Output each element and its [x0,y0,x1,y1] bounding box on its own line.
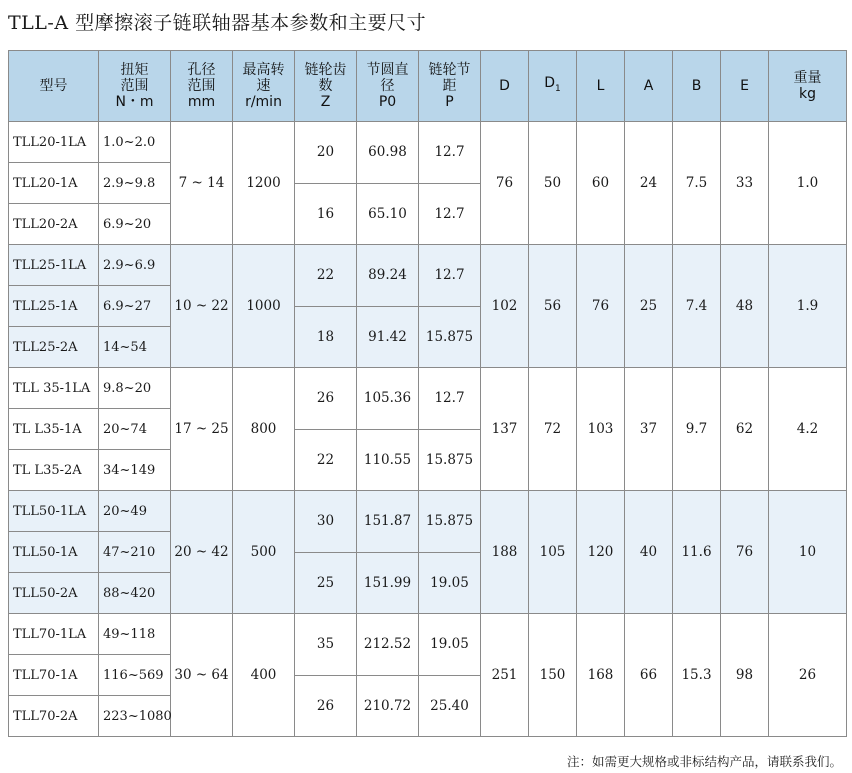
header-bore-line: 范围 [187,78,216,94]
bore-cell: 30 ~ 64 [171,614,233,737]
header-teeth-line: 链轮齿 [304,62,347,78]
bore-cell: 10 ~ 22 [171,245,233,368]
table-subrow [9,122,847,143]
torque-cell: 47~210 [99,532,171,573]
d-cell: 102 [481,245,529,368]
torque-cell: 2.9~6.9 [99,245,171,286]
pitch-diameter-cell: 65.10 [357,183,419,245]
teeth-cell: 22 [295,245,357,307]
header-l: L [577,51,625,122]
torque-cell: 34~149 [99,450,171,491]
d-cell: 137 [481,368,529,491]
b-cell: 9.7 [673,368,721,491]
header-pitch-line: 链轮节 [428,62,471,78]
speed-cell: 500 [233,491,295,614]
header-bore-unit: mm [187,94,216,110]
teeth-cell: 16 [295,183,357,245]
model-cell: TLL50-1LA [9,491,99,532]
b-cell: 7.5 [673,122,721,245]
l-cell: 60 [577,122,625,245]
l-cell: 168 [577,614,625,737]
weight-cell: 10 [769,491,847,614]
pitch-diameter-cell: 151.87 [357,491,419,553]
header-d1-subscript: 1 [555,83,561,94]
header-model-line: 型号 [39,78,68,94]
teeth-cell: 35 [295,614,357,676]
torque-cell: 9.8~20 [99,368,171,409]
torque-cell: 2.9~9.8 [99,163,171,204]
torque-cell: 6.9~20 [99,204,171,245]
speed-cell: 1200 [233,122,295,245]
header-e: E [721,51,769,122]
speed-cell: 1000 [233,245,295,368]
pitch-diameter-cell: 210.72 [357,675,419,737]
model-cell: TLL20-2A [9,204,99,245]
pitch-cell: 15.875 [419,429,481,491]
model-cell: TL L35-1A [9,409,99,450]
d1-cell: 72 [529,368,577,491]
pitch-cell: 15.875 [419,306,481,368]
header-pitch-symbol: P [445,94,454,110]
model-cell: TLL25-1LA [9,245,99,286]
header-row [9,51,847,122]
teeth-cell: 18 [295,306,357,368]
speed-cell: 800 [233,368,295,491]
spec-table [8,50,847,737]
header-pitch-diameter-line: 径 [380,78,395,94]
e-cell: 76 [721,491,769,614]
pitch-cell: 12.7 [419,245,481,307]
teeth-cell: 20 [295,122,357,184]
page-title: TLL-A 型摩擦滚子链联轴器基本参数和主要尺寸 [8,12,427,34]
teeth-cell: 22 [295,429,357,491]
model-cell: TLL70-1LA [9,614,99,655]
torque-cell: 14~54 [99,327,171,368]
header-pitch-diameter-symbol: P0 [378,94,397,110]
model-cell: TLL20-1LA [9,122,99,163]
bore-cell: 7 ~ 14 [171,122,233,245]
header-teeth [295,51,357,122]
b-cell: 11.6 [673,491,721,614]
torque-cell: 223~1080 [99,696,171,737]
header-weight-line: 重量 [793,70,822,86]
d1-cell: 50 [529,122,577,245]
header-pitch-line: 距 [442,78,457,94]
e-cell: 33 [721,122,769,245]
model-cell: TLL70-1A [9,655,99,696]
pitch-cell: 12.7 [419,183,481,245]
pitch-diameter-cell: 91.42 [357,306,419,368]
d1-cell: 105 [529,491,577,614]
a-cell: 40 [625,491,673,614]
torque-cell: 1.0~2.0 [99,122,171,163]
torque-cell: 20~49 [99,491,171,532]
header-pitch-diameter [357,51,419,122]
header-torque [99,51,171,122]
torque-cell: 49~118 [99,614,171,655]
model-cell: TL L35-2A [9,450,99,491]
pitch-diameter-cell: 89.24 [357,245,419,307]
l-cell: 103 [577,368,625,491]
d1-cell: 56 [529,245,577,368]
table-subrow [9,245,847,266]
pitch-diameter-cell: 212.52 [357,614,419,676]
l-cell: 76 [577,245,625,368]
model-cell: TLL 35-1LA [9,368,99,409]
header-weight-unit: kg [799,86,816,102]
weight-cell: 26 [769,614,847,737]
header-d1-letter: D [544,75,556,92]
weight-cell: 1.9 [769,245,847,368]
pitch-cell: 15.875 [419,491,481,553]
teeth-cell: 26 [295,368,357,430]
header-bore [171,51,233,122]
d-cell: 251 [481,614,529,737]
e-cell: 98 [721,614,769,737]
a-cell: 66 [625,614,673,737]
table-subrow [9,491,847,512]
header-d: D [481,51,529,122]
header-pitch-diameter-line: 节圆直 [366,62,409,78]
teeth-cell: 25 [295,552,357,614]
b-cell: 7.4 [673,245,721,368]
a-cell: 37 [625,368,673,491]
spec-table-body [9,122,847,737]
bore-cell: 17 ~ 25 [171,368,233,491]
footnote: 注：如需更大规格或非标结构产品，请联系我们。 [566,754,842,769]
table-subrow [9,614,847,635]
header-torque-line: 范围 [120,78,149,94]
header-model [9,51,99,122]
torque-cell: 6.9~27 [99,286,171,327]
header-b: B [673,51,721,122]
header-pitch [419,51,481,122]
torque-cell: 88~420 [99,573,171,614]
weight-cell: 1.0 [769,122,847,245]
e-cell: 48 [721,245,769,368]
a-cell: 25 [625,245,673,368]
header-d1 [529,51,577,122]
header-torque-unit: N・m [115,94,154,110]
l-cell: 120 [577,491,625,614]
model-cell: TLL50-2A [9,573,99,614]
header-a: A [625,51,673,122]
header-torque-line: 扭矩 [120,62,149,78]
d1-cell: 150 [529,614,577,737]
pitch-cell: 25.40 [419,675,481,737]
header-bore-line: 孔径 [187,62,216,78]
pitch-cell: 12.7 [419,368,481,430]
a-cell: 24 [625,122,673,245]
pitch-diameter-cell: 110.55 [357,429,419,491]
header-speed-line: 速 [256,78,271,94]
header-teeth-symbol: Z [320,94,331,110]
pitch-diameter-cell: 60.98 [357,122,419,184]
header-speed-line: 最高转 [242,62,285,78]
pitch-diameter-cell: 105.36 [357,368,419,430]
header-teeth-line: 数 [318,78,333,94]
pitch-cell: 19.05 [419,614,481,676]
torque-cell: 116~569 [99,655,171,696]
model-cell: TLL50-1A [9,532,99,573]
pitch-cell: 12.7 [419,122,481,184]
teeth-cell: 26 [295,675,357,737]
speed-cell: 400 [233,614,295,737]
table-subrow [9,368,847,389]
pitch-cell: 19.05 [419,552,481,614]
pitch-diameter-cell: 151.99 [357,552,419,614]
torque-cell: 20~74 [99,409,171,450]
teeth-cell: 30 [295,491,357,553]
header-speed [233,51,295,122]
d-cell: 76 [481,122,529,245]
weight-cell: 4.2 [769,368,847,491]
e-cell: 62 [721,368,769,491]
model-cell: TLL70-2A [9,696,99,737]
header-speed-unit: r/min [245,94,282,110]
model-cell: TLL25-1A [9,286,99,327]
model-cell: TLL25-2A [9,327,99,368]
header-weight [769,51,847,122]
b-cell: 15.3 [673,614,721,737]
d-cell: 188 [481,491,529,614]
model-cell: TLL20-1A [9,163,99,204]
bore-cell: 20 ~ 42 [171,491,233,614]
